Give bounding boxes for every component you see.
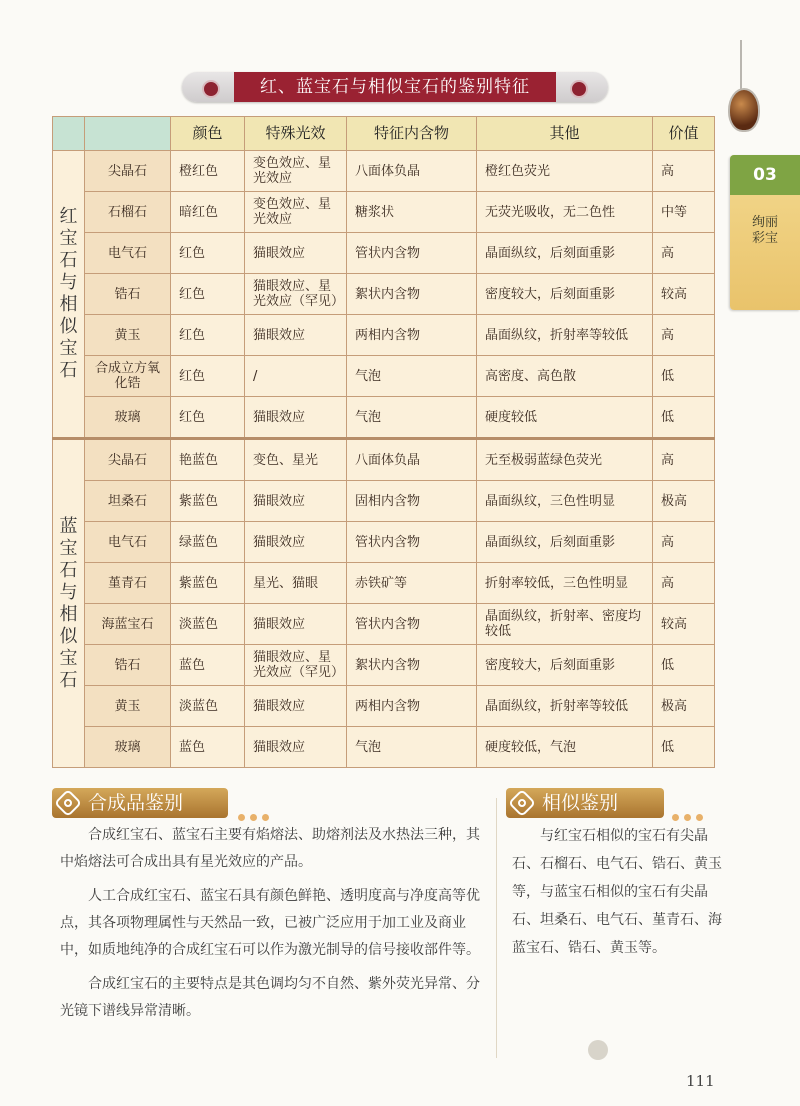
- table-row: [53, 604, 715, 645]
- table-row: [53, 439, 715, 481]
- table-corner-cell: [85, 117, 171, 151]
- table-cell: 极高: [653, 481, 715, 522]
- paragraph: 合成红宝石、蓝宝石主要有焰熔法、助熔剂法及水热法三种，其中焰熔法可合成出具有星光效应的产品。: [60, 827, 480, 870]
- page-title: 红、蓝宝石与相似宝石的鉴别特征: [234, 72, 556, 102]
- table-cell: 高: [653, 315, 715, 356]
- table-cell: 硬度较低: [477, 397, 653, 439]
- knot-icon: [54, 789, 82, 817]
- table-cell: 两相内含物: [347, 686, 477, 727]
- column-header: 其他: [477, 117, 653, 151]
- table-cell: 晶面纵纹，折射率等较低: [477, 686, 653, 727]
- gem-name-cell: 堇青石: [85, 563, 171, 604]
- group-label-text: 蓝宝石与相似宝石: [59, 515, 78, 691]
- table-cell: 硬度较低，气泡: [477, 727, 653, 768]
- table-cell: 八面体负晶: [347, 151, 477, 192]
- table-row: [53, 274, 715, 315]
- table-cell: 猫眼效应: [245, 233, 347, 274]
- table-cell: 折射率较低，三色性明显: [477, 563, 653, 604]
- table-cell: 红色: [171, 356, 245, 397]
- dots-decoration: [238, 806, 274, 814]
- dots-decoration: [672, 806, 708, 814]
- table-row: [53, 192, 715, 233]
- table-cell: 管状内含物: [347, 522, 477, 563]
- table-cell: 猫眼效应、星光效应（罕见）: [245, 645, 347, 686]
- table-row: [53, 397, 715, 439]
- table-cell: 红色: [171, 274, 245, 315]
- gem-name-cell: 合成立方氧化锆: [85, 356, 171, 397]
- knot-icon: [508, 789, 536, 817]
- page-number: 111: [686, 1072, 715, 1090]
- table-cell: 中等: [653, 192, 715, 233]
- table-cell: 八面体负晶: [347, 439, 477, 481]
- table-cell: 气泡: [347, 397, 477, 439]
- synthetic-text: [60, 822, 488, 1032]
- table-cell: 低: [653, 356, 715, 397]
- table-cell: 红色: [171, 315, 245, 356]
- table-cell: 晶面纵纹，三色性明显: [477, 481, 653, 522]
- table-cell: 晶面纵纹，后刻面重影: [477, 233, 653, 274]
- table-cell: 两相内含物: [347, 315, 477, 356]
- table-row: [53, 233, 715, 274]
- table-cell: 密度较大，后刻面重影: [477, 274, 653, 315]
- column-header: 价值: [653, 117, 715, 151]
- table-cell: 气泡: [347, 727, 477, 768]
- page-title-banner: [182, 72, 608, 102]
- table-cell: 管状内含物: [347, 604, 477, 645]
- group-label: [53, 439, 85, 768]
- table-cell: 蓝色: [171, 645, 245, 686]
- paragraph: 人工合成红宝石、蓝宝石具有颜色鲜艳、透明度高与净度高等优点，其各项物理属性与天然品一致，已被广泛应用于加工业及商业中，如质地纯净的合成红宝石可以作为激光制导的信号接收部件等。: [60, 888, 480, 958]
- gem-comparison-table: [52, 116, 715, 768]
- table-cell: 糖浆状: [347, 192, 477, 233]
- table-cell: 蓝色: [171, 727, 245, 768]
- table-cell: 艳蓝色: [171, 439, 245, 481]
- table-cell: 高: [653, 151, 715, 192]
- table-cell: 红色: [171, 397, 245, 439]
- table-cell: 红色: [171, 233, 245, 274]
- table-cell: 气泡: [347, 356, 477, 397]
- flower-icon: [588, 1040, 608, 1060]
- table-cell: 无至极弱蓝绿色荧光: [477, 439, 653, 481]
- table-cell: 极高: [653, 686, 715, 727]
- table-row: [53, 563, 715, 604]
- table-cell: 高: [653, 522, 715, 563]
- table-cell: 橙红色荧光: [477, 151, 653, 192]
- similar-text: [512, 822, 722, 969]
- table-cell: 猫眼效应: [245, 604, 347, 645]
- gem-name-cell: 黄玉: [85, 686, 171, 727]
- table-cell: 高: [653, 563, 715, 604]
- gem-name-cell: 尖晶石: [85, 151, 171, 192]
- gem-name-cell: 锆石: [85, 645, 171, 686]
- table-cell: 猫眼效应: [245, 315, 347, 356]
- table-cell: 低: [653, 645, 715, 686]
- table-row: [53, 315, 715, 356]
- gem-name-cell: 尖晶石: [85, 439, 171, 481]
- pendant-chain: [740, 40, 742, 90]
- table-cell: 赤铁矿等: [347, 563, 477, 604]
- paragraph: 合成红宝石的主要特点是其色调均匀不自然、紫外荧光异常、分光镜下谱线异常清晰。: [60, 976, 480, 1019]
- column-header: 特征内含物: [347, 117, 477, 151]
- table-cell: 絮状内含物: [347, 645, 477, 686]
- table-cell: 晶面纵纹，后刻面重影: [477, 522, 653, 563]
- gem-name-cell: 黄玉: [85, 315, 171, 356]
- pendant-gem-icon: [728, 88, 760, 132]
- table-cell: 高: [653, 439, 715, 481]
- table-row: [53, 727, 715, 768]
- table-cell: 星光、猫眼: [245, 563, 347, 604]
- table-cell: 绿蓝色: [171, 522, 245, 563]
- group-label-text: 红宝石与相似宝石: [59, 206, 78, 381]
- gem-name-cell: 海蓝宝石: [85, 604, 171, 645]
- column-divider: [496, 798, 497, 1058]
- table-cell: 猫眼效应: [245, 727, 347, 768]
- gem-name-cell: 电气石: [85, 522, 171, 563]
- table-cell: 紫蓝色: [171, 481, 245, 522]
- table-cell: 晶面纵纹，折射率、密度均较低: [477, 604, 653, 645]
- gem-name-cell: 石榴石: [85, 192, 171, 233]
- table-cell: 高: [653, 233, 715, 274]
- table-cell: /: [245, 356, 347, 397]
- gem-name-cell: 坦桑石: [85, 481, 171, 522]
- table-cell: 无荧光吸收，无二色性: [477, 192, 653, 233]
- paragraph: 与红宝石相似的宝石有尖晶石、石榴石、电气石、锆石、黄玉等，与蓝宝石相似的宝石有尖晶石、坦桑石、电气石、堇青石、海蓝宝石、锆石、黄玉等。: [512, 828, 722, 956]
- table-header-row: [53, 117, 715, 151]
- chapter-number: 03: [730, 155, 800, 195]
- group-label: [53, 151, 85, 439]
- table-cell: 变色、星光: [245, 439, 347, 481]
- table-cell: 猫眼效应: [245, 522, 347, 563]
- table-row: [53, 686, 715, 727]
- table-row: [53, 522, 715, 563]
- table-cell: 高密度、高色散: [477, 356, 653, 397]
- section-title: 合成品鉴别: [88, 792, 184, 814]
- table-cell: 絮状内含物: [347, 274, 477, 315]
- table-cell: 变色效应、星光效应: [245, 192, 347, 233]
- table-cell: 较高: [653, 604, 715, 645]
- table-cell: 较高: [653, 274, 715, 315]
- table-cell: 晶面纵纹，折射率等较低: [477, 315, 653, 356]
- chapter-name: 绚丽彩宝: [752, 215, 779, 246]
- table-cell: 变色效应、星光效应: [245, 151, 347, 192]
- table-cell: 猫眼效应: [245, 686, 347, 727]
- table-corner-cell: [53, 117, 85, 151]
- table-cell: 密度较大，后刻面重影: [477, 645, 653, 686]
- column-header: 颜色: [171, 117, 245, 151]
- column-header: 特殊光效: [245, 117, 347, 151]
- ornament-icon: [570, 80, 588, 98]
- table-cell: 低: [653, 727, 715, 768]
- table-row: [53, 151, 715, 192]
- ornament-icon: [202, 80, 220, 98]
- table-cell: 橙红色: [171, 151, 245, 192]
- table-cell: 紫蓝色: [171, 563, 245, 604]
- table-cell: 猫眼效应: [245, 481, 347, 522]
- table-row: [53, 356, 715, 397]
- table-cell: 暗红色: [171, 192, 245, 233]
- table-body: [53, 151, 715, 768]
- section-header-similar: [506, 788, 664, 818]
- gem-name-cell: 玻璃: [85, 397, 171, 439]
- gem-name-cell: 电气石: [85, 233, 171, 274]
- table-cell: 固相内含物: [347, 481, 477, 522]
- chapter-tab[interactable]: [730, 155, 800, 310]
- section-title: 相似鉴别: [542, 792, 619, 814]
- table-cell: 管状内含物: [347, 233, 477, 274]
- table-cell: 淡蓝色: [171, 604, 245, 645]
- table-row: [53, 645, 715, 686]
- gem-name-cell: 锆石: [85, 274, 171, 315]
- table-cell: 猫眼效应、星光效应（罕见）: [245, 274, 347, 315]
- table-cell: 淡蓝色: [171, 686, 245, 727]
- table-cell: 猫眼效应: [245, 397, 347, 439]
- table-row: [53, 481, 715, 522]
- gem-name-cell: 玻璃: [85, 727, 171, 768]
- section-header-synthetic: [52, 788, 228, 818]
- table-cell: 低: [653, 397, 715, 439]
